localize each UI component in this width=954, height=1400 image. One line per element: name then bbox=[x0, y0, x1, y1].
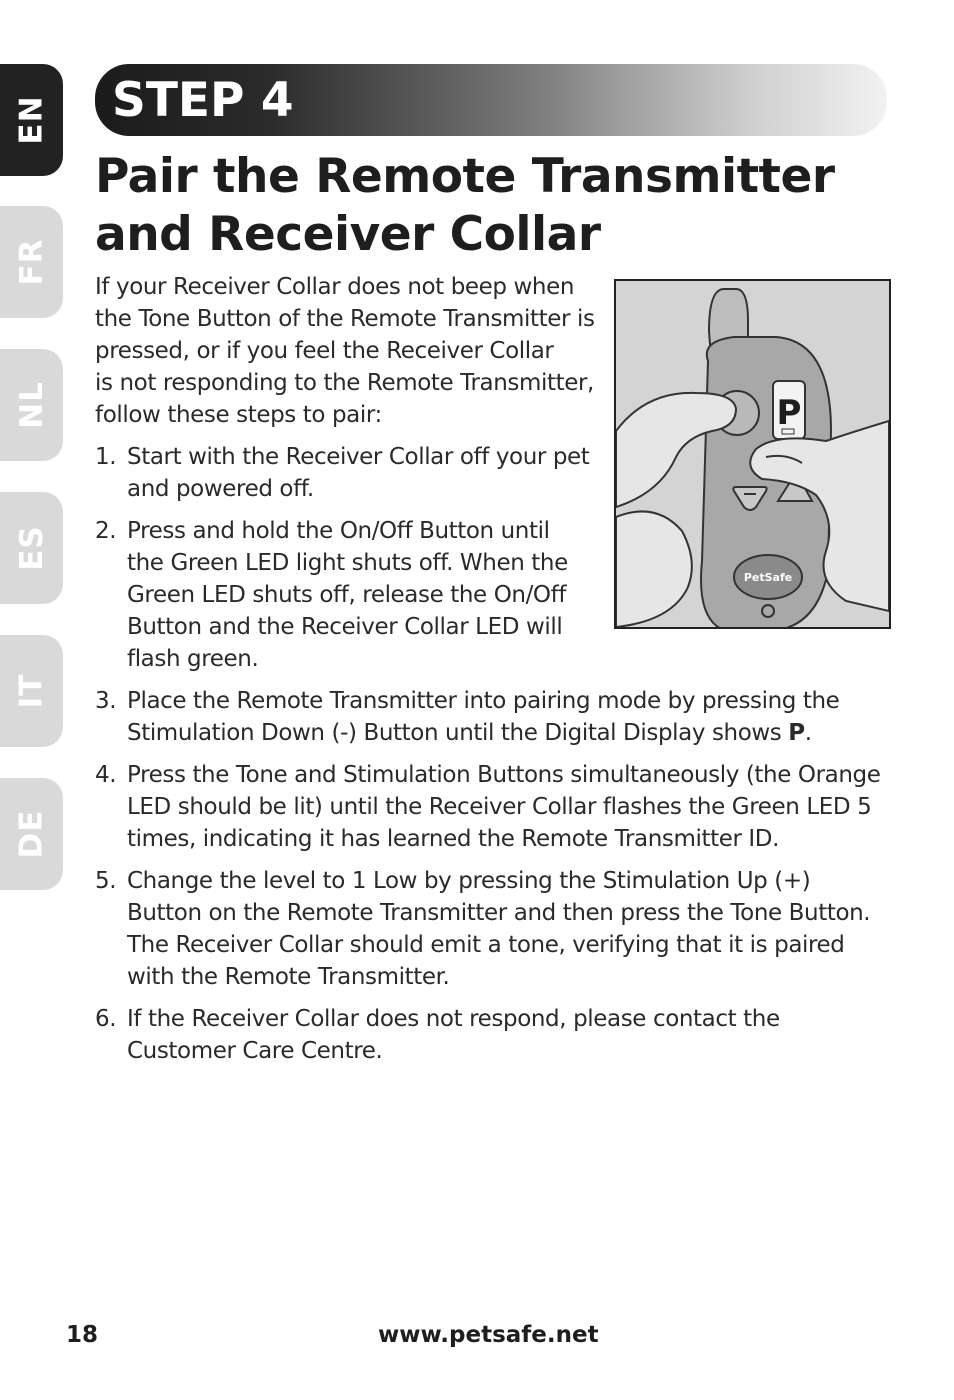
page-number: 18 bbox=[66, 1322, 99, 1348]
step-line: and powered off. bbox=[127, 476, 314, 502]
lang-tab-en[interactable] bbox=[0, 64, 63, 176]
step-line: Press and hold the On/Off Button until bbox=[127, 518, 550, 544]
step-line-with-symbol bbox=[127, 717, 895, 749]
display-character: P bbox=[776, 393, 802, 433]
step-line: The Receiver Collar should emit a tone, verifying that it is paired bbox=[127, 932, 845, 958]
step-line: If the Receiver Collar does not respond, please contact the bbox=[127, 1006, 780, 1032]
intro-paragraph bbox=[95, 271, 600, 431]
step-line: times, indicating it has learned the Remote Transmitter ID. bbox=[127, 826, 780, 852]
step-line: LED should be lit) until the Receiver Collar flashes the Green LED 5 bbox=[127, 794, 872, 820]
step-item-6 bbox=[95, 1003, 895, 1067]
step-line: with the Remote Transmitter. bbox=[127, 964, 450, 990]
intro-line: is not responding to the Remote Transmitter, bbox=[95, 370, 594, 396]
intro-line: the Tone Button of the Remote Transmitter is bbox=[95, 306, 595, 332]
step-line: Press the Tone and Stimulation Buttons simultaneously (the Orange bbox=[127, 762, 881, 788]
page-title-line: and Receiver Collar bbox=[95, 207, 601, 262]
step-number: 2. bbox=[95, 518, 117, 544]
step-item-5 bbox=[95, 865, 895, 993]
step-number: 1. bbox=[95, 444, 117, 470]
website-url[interactable]: www.petsafe.net bbox=[378, 1322, 599, 1348]
lang-tab-de[interactable] bbox=[0, 778, 63, 890]
step-line: flash green. bbox=[127, 646, 259, 672]
page-title-line: Pair the Remote Transmitter bbox=[95, 149, 835, 204]
step-number: 5. bbox=[95, 868, 117, 894]
lang-tab-nl[interactable] bbox=[0, 349, 63, 461]
display-p-symbol: P bbox=[788, 720, 805, 746]
lang-tab-label: ES bbox=[13, 525, 50, 571]
step-line-text: Stimulation Down (-) Button until the Digital Display shows bbox=[127, 720, 789, 746]
remote-illustration-svg bbox=[616, 281, 889, 627]
step-line: the Green LED light shuts off. When the bbox=[127, 550, 568, 576]
lang-tab-fr[interactable] bbox=[0, 206, 63, 318]
step-number: 3. bbox=[95, 688, 117, 714]
lang-tab-label: NL bbox=[13, 381, 50, 429]
lang-tab-label: IT bbox=[13, 673, 50, 709]
lang-tab-label: DE bbox=[13, 809, 50, 859]
lang-tab-es[interactable] bbox=[0, 492, 63, 604]
intro-line: If your Receiver Collar does not beep when bbox=[95, 274, 575, 300]
step-line-text: . bbox=[804, 720, 812, 746]
intro-line: follow these steps to pair: bbox=[95, 402, 382, 428]
remote-transmitter-illustration bbox=[614, 279, 891, 629]
step-line: Button on the Remote Transmitter and then press the Tone Button. bbox=[127, 900, 871, 926]
lang-tab-label: FR bbox=[13, 238, 50, 286]
step-number: 4. bbox=[95, 762, 117, 788]
step-line: Customer Care Centre. bbox=[127, 1038, 383, 1064]
step-line: Place the Remote Transmitter into pairing mode by pressing the bbox=[127, 688, 840, 714]
lang-tab-label: EN bbox=[13, 95, 50, 145]
step-line: Button and the Receiver Collar LED will bbox=[127, 614, 563, 640]
step-banner bbox=[95, 64, 887, 136]
brand-logo: PetSafe bbox=[743, 571, 793, 584]
step-number: 6. bbox=[95, 1006, 117, 1032]
intro-line: pressed, or if you feel the Receiver Collar bbox=[95, 338, 554, 364]
lang-tab-it[interactable] bbox=[0, 635, 63, 747]
step-line: Change the level to 1 Low by pressing the Stimulation Up (+) bbox=[127, 868, 811, 894]
step-line: Start with the Receiver Collar off your pet bbox=[127, 444, 590, 470]
step-item-4 bbox=[95, 759, 895, 855]
step-line: Green LED shuts off, release the On/Off bbox=[127, 582, 567, 608]
step-item-3 bbox=[95, 685, 895, 749]
page-title bbox=[95, 148, 855, 264]
step-banner-label: STEP 4 bbox=[112, 72, 294, 128]
